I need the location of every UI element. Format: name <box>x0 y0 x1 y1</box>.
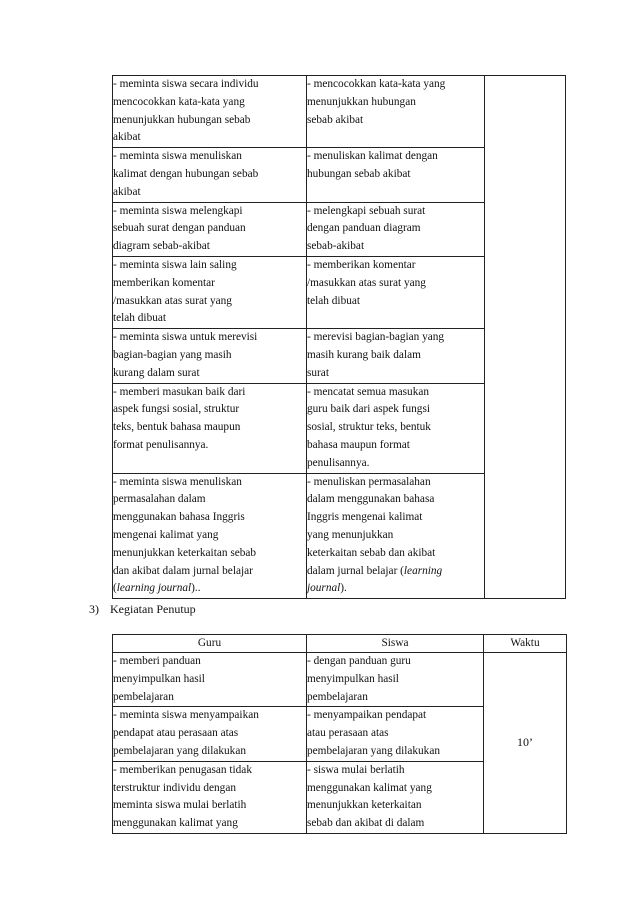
cell-text-line: - meminta siswa secara individu <box>113 78 259 90</box>
guru-activity-cell <box>113 383 307 473</box>
cell-text-line: pendapat atau perasaan atas <box>113 727 239 740</box>
cell-text-line: - memberi masukan baik dari <box>113 385 246 398</box>
cell-text-line: menunjukkan hubungan sebab <box>113 113 251 126</box>
cell-text-line: - meminta siswa menuliskan <box>113 475 242 488</box>
cell-text-line: - memberi panduan <box>113 655 201 667</box>
cell-text-line: - menuliskan kalimat dengan <box>307 150 438 163</box>
cell-text-line: - memberikan penugasan tidak <box>113 763 252 776</box>
cell-text-line: pembelajaran <box>307 690 368 703</box>
cell-text-line: memberikan komentar <box>113 276 215 289</box>
cell-text-line: atau perasaan atas <box>307 727 389 740</box>
guru-activity-cell <box>113 653 307 707</box>
siswa-activity-cell <box>307 202 485 256</box>
cell-text-line: akibat <box>113 185 141 198</box>
cell-text-line: menggunakan kalimat yang <box>113 817 238 830</box>
cell-text-line: - siswa mulai berlatih <box>307 763 405 776</box>
guru-activity-cell <box>113 761 307 833</box>
cell-text-line: - meminta siswa untuk merevisi <box>113 331 258 344</box>
activity-table-core <box>112 75 566 599</box>
cell-text-line: hubungan sebab akibat <box>307 167 411 180</box>
cell-text-line: dengan panduan diagram <box>307 222 421 235</box>
guru-activity-cell <box>113 707 307 761</box>
siswa-activity-cell <box>307 761 484 833</box>
cell-text-line: sosial, struktur teks, bentuk <box>307 421 431 434</box>
cell-text-line: sebab dan akibat di dalam <box>307 817 425 830</box>
cell-text-line: telah dibuat <box>113 312 167 325</box>
cell-text-line: /masukkan atas surat yang <box>113 294 232 307</box>
cell-text-line: masih kurang baik dalam <box>307 348 421 361</box>
guru-activity-cell <box>113 329 307 383</box>
section-title: Kegiatan Penutup <box>110 602 196 616</box>
cell-text-line: pembelajaran <box>113 690 174 703</box>
cell-text-line: - meminta siswa melengkapi <box>113 204 243 217</box>
cell-text-line: permasalahan dalam <box>113 493 206 506</box>
cell-text-line: bahasa maupun format <box>307 438 410 451</box>
cell-text-line: sebuah surat dengan panduan <box>113 222 246 235</box>
cell-text-line: menunjukkan keterkaitan <box>307 799 422 812</box>
guru-activity-cell <box>113 256 307 328</box>
siswa-activity-cell <box>307 707 484 761</box>
header-guru: Guru <box>113 635 307 653</box>
cell-text-line: mencocokkan kata-kata yang <box>113 95 245 108</box>
cell-text-line: - meminta siswa menyampaikan <box>113 709 259 722</box>
section-heading <box>89 602 204 617</box>
cell-text-line: journal). <box>307 582 347 595</box>
cell-text-line: dalam jurnal belajar (learning <box>307 564 443 577</box>
cell-text-line: penulisannya. <box>307 456 370 469</box>
cell-text-line: aspek fungsi sosial, struktur <box>113 403 240 416</box>
cell-text-line: dalam menggunakan bahasa <box>307 493 435 506</box>
cell-text-line: - dengan panduan guru <box>307 655 411 667</box>
cell-text-line: kurang dalam surat <box>113 366 200 379</box>
cell-text-line: - memberikan komentar <box>307 258 416 271</box>
cell-text-line: sebab akibat <box>307 113 364 126</box>
cell-text-line: diagram sebab-akibat <box>113 240 210 253</box>
activity-table-closing <box>112 634 567 834</box>
table-row <box>113 76 566 148</box>
table-row <box>113 653 567 707</box>
guru-activity-cell <box>113 148 307 202</box>
cell-text-line: - meminta siswa menuliskan <box>113 150 242 163</box>
cell-text-line: - menyampaikan pendapat <box>307 709 427 722</box>
cell-text-line: menunjukkan keterkaitan sebab <box>113 546 257 559</box>
cell-text-line: - mencatat semua masukan <box>307 385 430 398</box>
cell-text-line: mengenai kalimat yang <box>113 528 219 541</box>
header-waktu: Waktu <box>484 635 567 653</box>
cell-text-line: (learning journal).. <box>113 582 201 595</box>
guru-activity-cell <box>113 202 307 256</box>
siswa-activity-cell <box>307 256 485 328</box>
waktu-cell <box>485 76 566 599</box>
cell-text-line: teks, bentuk bahasa maupun <box>113 421 241 434</box>
guru-activity-cell <box>113 473 307 599</box>
cell-text-line: meminta siswa mulai berlatih <box>113 799 247 812</box>
cell-text-line: akibat <box>113 131 141 144</box>
siswa-activity-cell <box>307 383 485 473</box>
siswa-activity-cell <box>307 148 485 202</box>
siswa-activity-cell <box>307 653 484 707</box>
section-number: 3) <box>89 602 99 616</box>
cell-text-line: pembelajaran yang dilakukan <box>307 744 440 757</box>
cell-text-line: - merevisi bagian-bagian yang <box>307 331 445 344</box>
cell-text-line: kalimat dengan hubungan sebab <box>113 167 259 180</box>
cell-text-line: yang menunjukkan <box>307 528 394 541</box>
cell-text-line: menggunakan kalimat yang <box>307 781 432 794</box>
cell-text-line: menyimpulkan hasil <box>307 672 399 685</box>
siswa-activity-cell <box>307 473 485 599</box>
cell-text-line: keterkaitan sebab dan akibat <box>307 546 436 559</box>
cell-text-line: - mencocokkan kata-kata yang <box>307 78 446 90</box>
cell-text-line: format penulisannya. <box>113 438 209 451</box>
cell-text-line: /masukkan atas surat yang <box>307 276 426 289</box>
cell-text-line: - meminta siswa lain saling <box>113 258 237 271</box>
siswa-activity-cell <box>307 76 485 148</box>
siswa-activity-cell <box>307 329 485 383</box>
cell-text-line: menggunakan bahasa Inggris <box>113 511 245 524</box>
waktu-value: 10’ <box>484 653 567 834</box>
header-siswa: Siswa <box>307 635 484 653</box>
guru-activity-cell <box>113 76 307 148</box>
cell-text-line: surat <box>307 366 329 379</box>
cell-text-line: - menuliskan permasalahan <box>307 475 431 488</box>
cell-text-line: terstruktur individu dengan <box>113 781 236 794</box>
cell-text-line: pembelajaran yang dilakukan <box>113 744 246 757</box>
cell-text-line: - melengkapi sebuah surat <box>307 204 426 217</box>
cell-text-line: dan akibat dalam jurnal belajar <box>113 564 253 577</box>
cell-text-line: menyimpulkan hasil <box>113 672 205 685</box>
cell-text-line: Inggris mengenai kalimat <box>307 511 423 524</box>
cell-text-line: sebab-akibat <box>307 240 365 253</box>
cell-text-line: bagian-bagian yang masih <box>113 348 232 361</box>
cell-text-line: guru baik dari aspek fungsi <box>307 403 430 416</box>
cell-text-line: telah dibuat <box>307 294 361 307</box>
cell-text-line: menunjukkan hubungan <box>307 95 416 108</box>
